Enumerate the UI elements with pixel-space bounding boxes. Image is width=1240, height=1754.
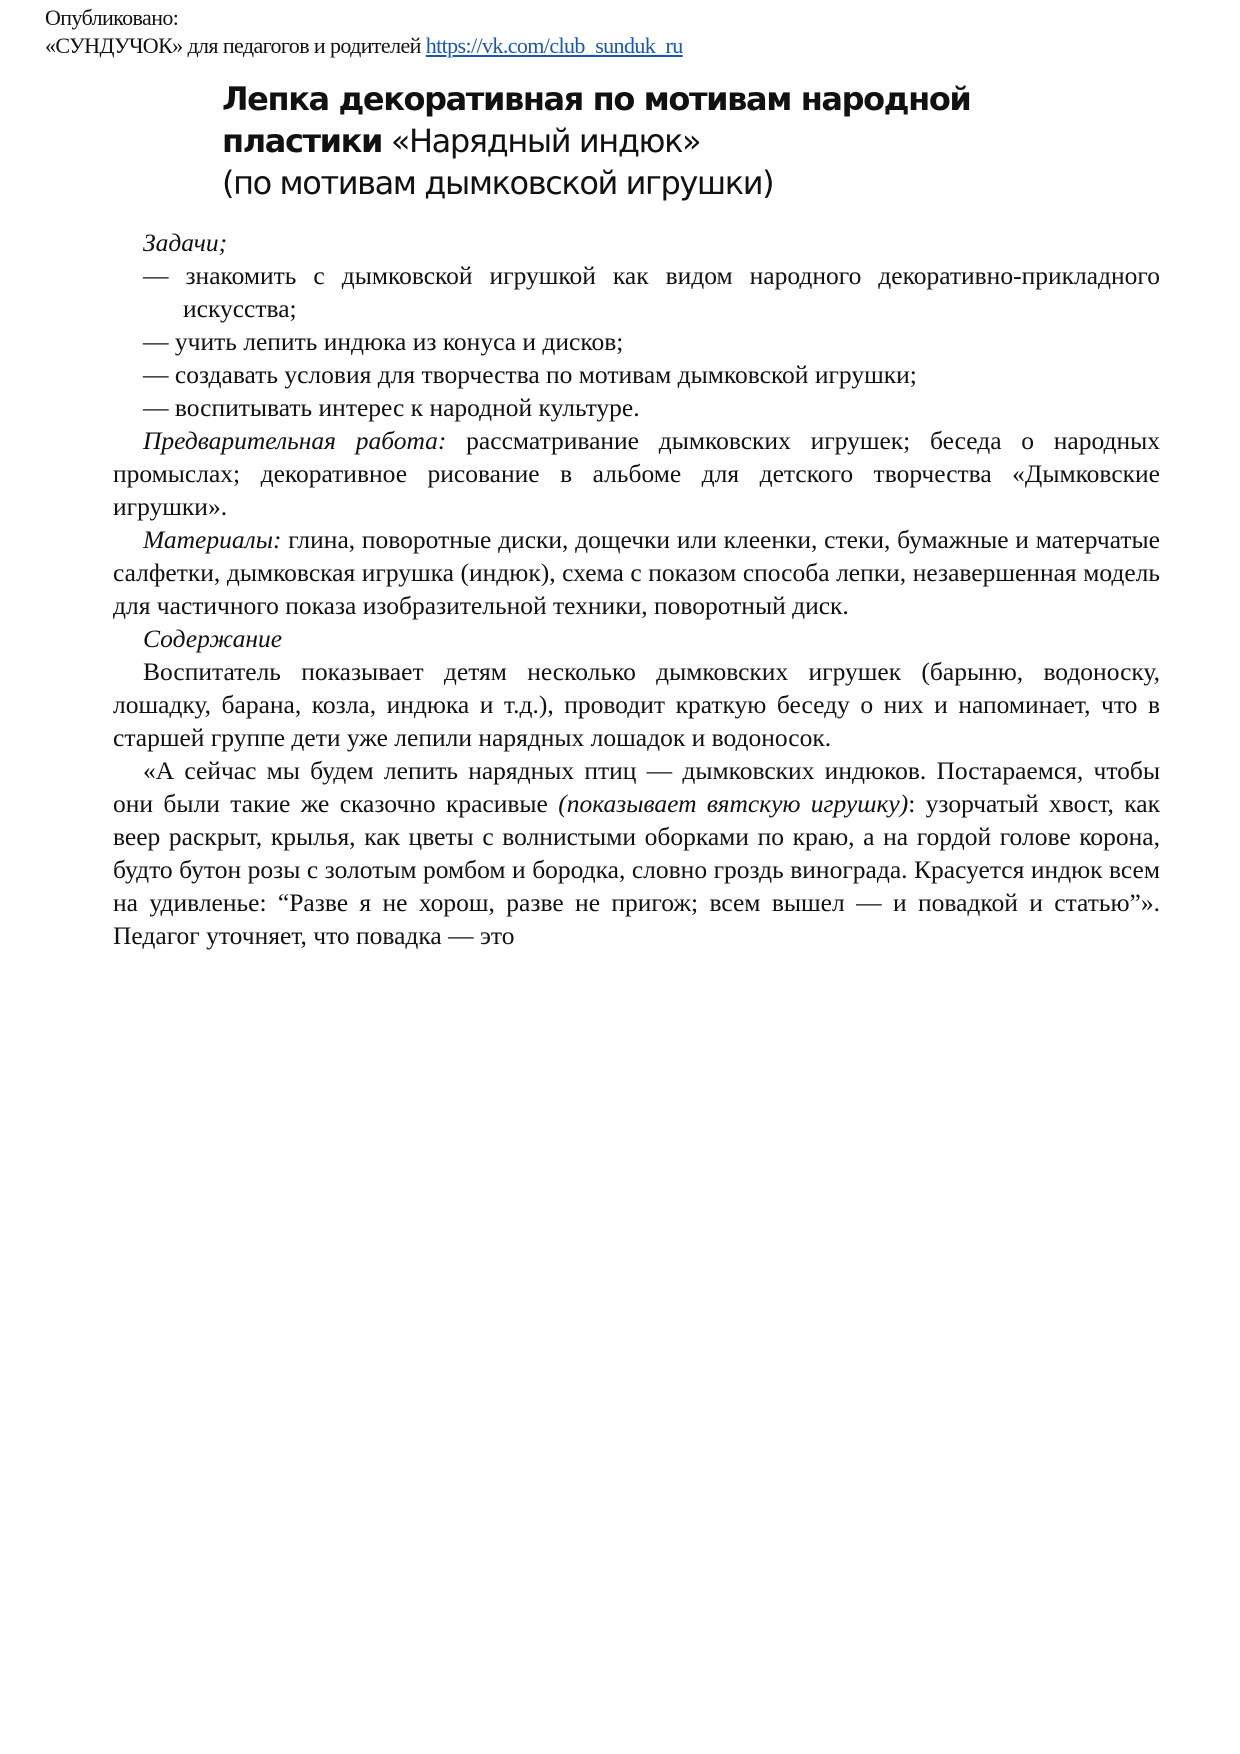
p2-italic: (показывает вятскую игрушку) [558, 789, 909, 818]
p2-text-a: «А сейчас мы будем лепить нарядных птиц — дымковских индюков. Постараемся, чтобы они были такие же сказочно красивые [113, 756, 1160, 818]
content-paragraph-2 [113, 754, 1160, 952]
materials-text: глина, поворотные диски, дощечки или клеенки, стеки, бумажные и матерчатые салфетки, дымковская игрушка (индюк), схема с показом способа лепки, незавершенная модель для частичного показа изобразительной техники, поворотный диск. [113, 525, 1160, 620]
task-item: — знакомить с дымковской игрушкой как видом народного декоративно-прикладного искусства; [143, 261, 1160, 323]
vk-link[interactable]: https://vk.com/club_sunduk_ru [425, 33, 683, 58]
materials-label: Материалы: [143, 525, 282, 554]
document-body [113, 226, 1160, 952]
task-item: — создавать условия для творчества по мотивам дымковской игрушки; [143, 360, 917, 389]
publication-header [45, 4, 683, 60]
preliminary-label: Предварительная работа: [143, 426, 447, 455]
tasks-heading: Задачи; [143, 228, 228, 257]
source-text: «СУНДУЧОК» для педагогов и родителей [45, 33, 421, 58]
title-subtitle: (по мотивам дымковской игрушки) [222, 164, 774, 202]
preliminary-paragraph [113, 424, 1160, 523]
task-item: — учить лепить индюка из конуса и дисков; [143, 327, 624, 356]
materials-paragraph [113, 523, 1160, 622]
content-heading: Содержание [143, 624, 283, 653]
title-bold: Лепка декоративная по мотивам народной пластики [222, 80, 971, 160]
preliminary-text: рассматривание дымковских игрушек; беседа о народных промыслах; декоративное рисование в альбоме для детского творчества «Дымковские игрушки». [113, 426, 1160, 521]
task-item: — воспитывать интерес к народной культуре. [143, 393, 640, 422]
title-regular: «Нарядный индюк» [390, 122, 701, 160]
content-paragraph-1: Воспитатель показывает детям несколько дымковских игрушек (барыню, водоноску, лошадку, барана, козла, индюка и т.д.), проводит краткую беседу о них и напоминает, что в старшей группе дети уже лепили нарядных лошадок и водоносок. [113, 657, 1160, 752]
published-label: Опубликовано: [45, 5, 179, 30]
document-title [222, 78, 1122, 204]
p2-text-b: : узорчатый хвост, как веер раскрыт, крылья, как цветы с волнистыми оборками по краю, а на гордой голове корона, будто бутон розы с золотым ромбом и бородка, словно гроздь винограда. Красуется индюк всем на удивленье: “Разве я не хорош, разве не пригож; всем вышел — и повадкой и статью”». Педагог уточняет, что повадка — это [113, 789, 1160, 950]
